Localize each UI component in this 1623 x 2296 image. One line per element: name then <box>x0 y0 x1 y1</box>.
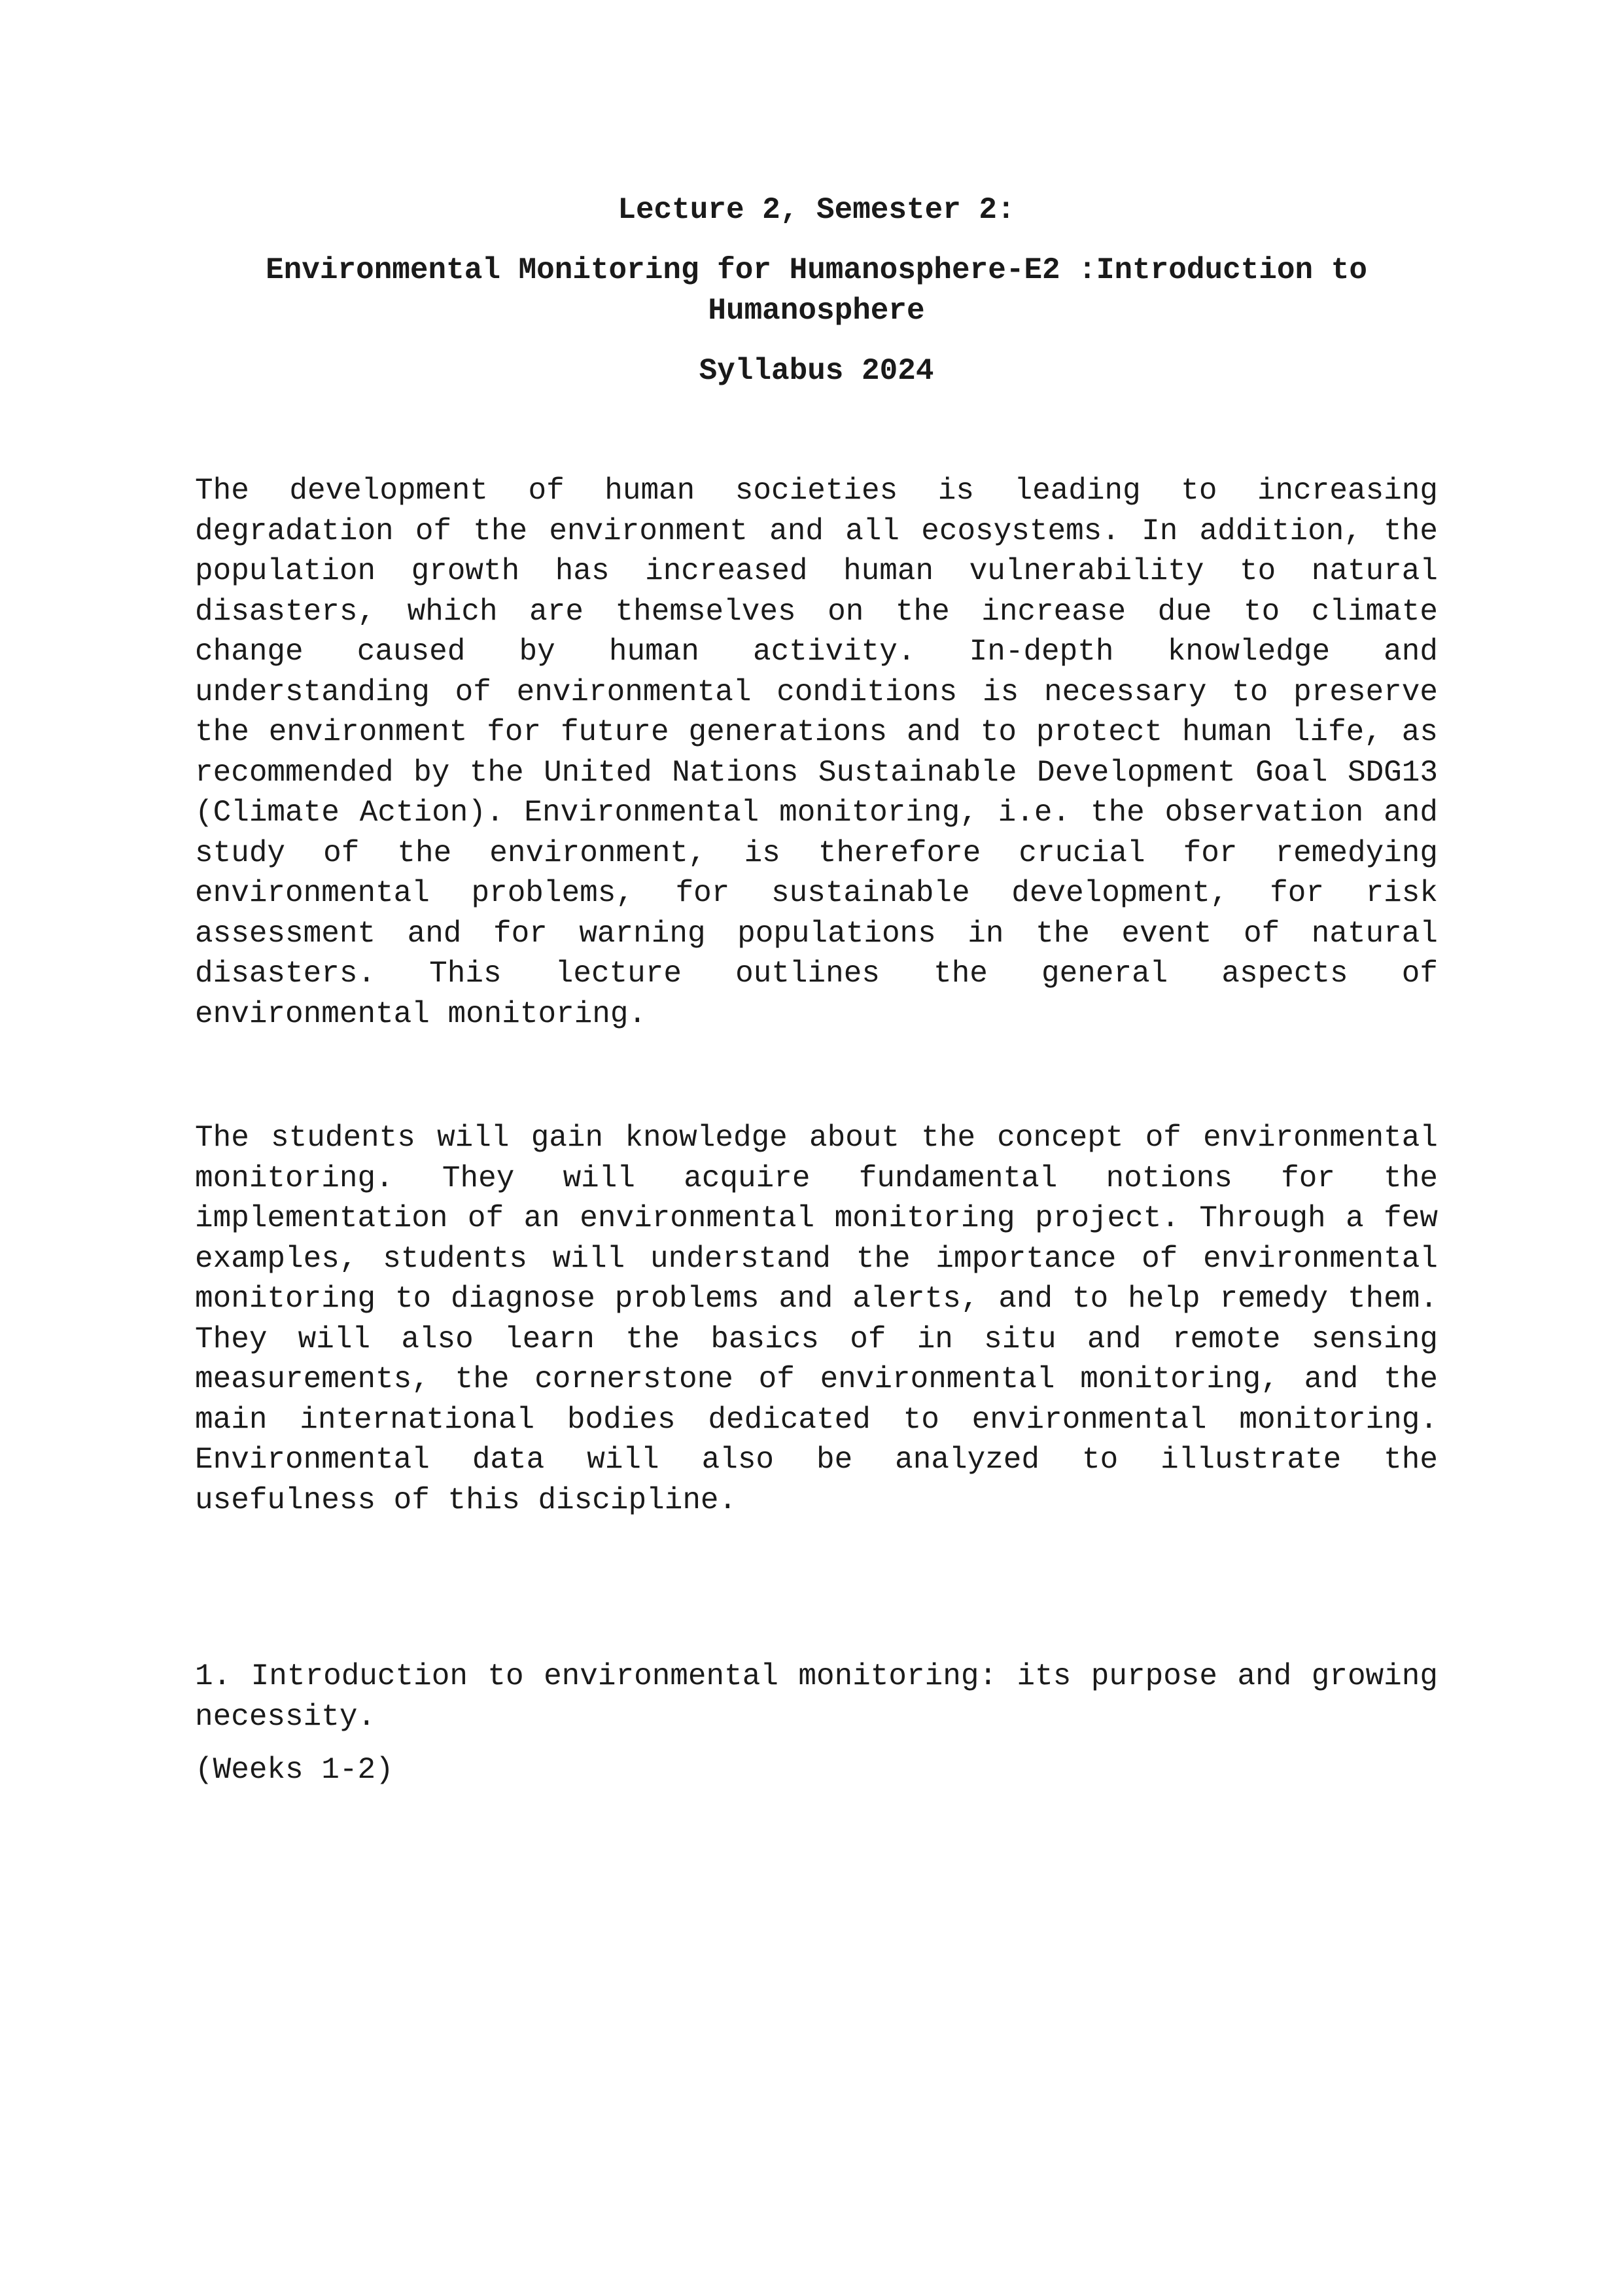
course-title: Environmental Monitoring for Humanosphere-E2 :Introduction to Humanosphere <box>266 253 1367 328</box>
objectives-paragraph: The students will gain knowledge about the concept of environmental monitoring. They will acquire fundamental notions for the implementation of an environmental monitoring project. Through a few examples, students will understand the importance of environmental monitoring to diagnose problems and alerts, and to help remedy them. They will also learn the basics of in situ and remote sensing measurements, the cornerstone of environmental monitoring, and the main international bodies dedicated to environmental monitoring. Environmental data will also be analyzed to illustrate the usefulness of this discipline. <box>195 1121 1438 1517</box>
document-page <box>195 190 1438 1791</box>
lecture-heading: Lecture 2, Semester 2: <box>618 193 1015 227</box>
intro-paragraph: The development of human societies is leading to increasing degradation of the environment and all ecosystems. In addition, the population growth has increased human vulnerability to natural disasters, which are themselves on the increase due to climate change caused by human activity. In-depth knowledge and understanding of environmental conditions is necessary to preserve the environment for future generations and to protect human life, as recommended by the United Nations Sustainable Development Goal SDG13 (Climate Action). Environmental monitoring, i.e. the observation and study of the environment, is therefore crucial for remedying environmental problems, for sustainable development, for risk assessment and for warning populations in the event of natural disasters. This lecture outlines the general aspects of environmental monitoring. <box>195 474 1438 1031</box>
syllabus-year: Syllabus 2024 <box>699 354 934 388</box>
schedule-item-1-weeks: (Weeks 1-2) <box>195 1753 394 1787</box>
schedule-item-1: 1. Introduction to environmental monitoring: its purpose and growing necessity. <box>195 1659 1438 1734</box>
